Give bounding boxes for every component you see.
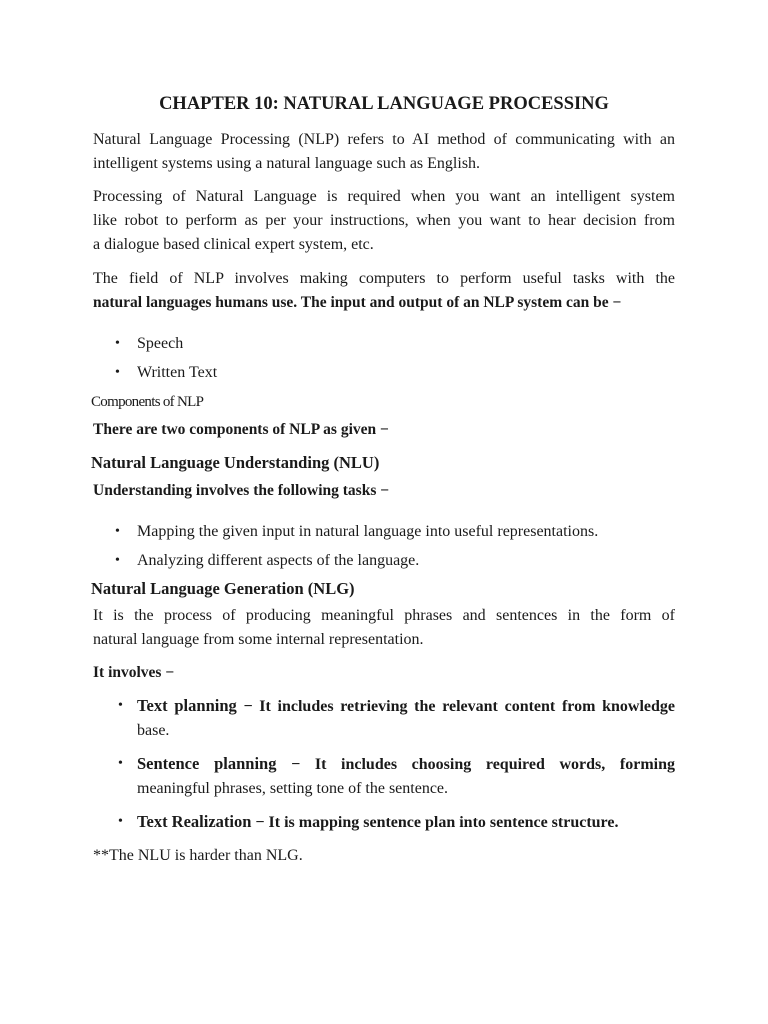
list-item bbox=[118, 694, 676, 743]
list-item-text: Mapping the given input in natural language into useful representations. bbox=[137, 523, 599, 540]
step-description: − It is mapping sentence plan into sentence structure. bbox=[255, 814, 619, 831]
bullet-icon: • bbox=[115, 365, 120, 380]
components-intro bbox=[93, 418, 675, 442]
components-intro-text: There are two components of NLP as given − bbox=[93, 421, 389, 438]
step-description: − It includes choosing required words, forming bbox=[291, 756, 675, 773]
nlg-involves-text: It involves − bbox=[93, 664, 175, 681]
list-item bbox=[118, 810, 675, 835]
field-line: The field of NLP involves making computers to perform useful tasks with the bbox=[93, 270, 675, 287]
step-term: Text planning bbox=[137, 696, 237, 715]
list-item bbox=[115, 549, 598, 573]
nlu-intro-text: Understanding involves the following tasks − bbox=[93, 482, 390, 499]
intro-line: intelligent systems using a natural language such as English. bbox=[93, 155, 481, 172]
bullet-icon: • bbox=[115, 336, 120, 351]
components-heading: Components of NLP bbox=[91, 394, 204, 410]
nlu-heading: Natural Language Understanding (NLU) bbox=[91, 453, 380, 472]
bullet-icon: • bbox=[115, 524, 120, 539]
intro-paragraph bbox=[93, 128, 675, 176]
nlg-line: It is the process of producing meaningful phrases and sentences in the form of bbox=[93, 607, 675, 624]
bullet-icon: • bbox=[118, 814, 123, 829]
processing-paragraph bbox=[93, 185, 675, 257]
list-item-text: Analyzing different aspects of the language. bbox=[137, 552, 420, 569]
io-list bbox=[115, 332, 218, 385]
field-paragraph bbox=[93, 267, 675, 315]
bullet-icon: • bbox=[118, 756, 123, 771]
list-item bbox=[118, 752, 675, 801]
list-item bbox=[115, 361, 218, 385]
step-continuation: base. bbox=[137, 722, 170, 739]
processing-line: a dialogue based clinical expert system, etc. bbox=[93, 236, 374, 253]
field-line: natural languages humans use. The input and output of an NLP system can be − bbox=[93, 294, 622, 311]
list-item-text: Speech bbox=[137, 335, 184, 352]
processing-line: Processing of Natural Language is required when you want an intelligent system bbox=[93, 188, 675, 205]
intro-line: Natural Language Processing (NLP) refers to AI method of communicating with an bbox=[93, 131, 675, 148]
bullet-icon: • bbox=[115, 553, 120, 568]
list-item bbox=[115, 332, 217, 361]
nlu-intro bbox=[93, 479, 675, 503]
list-item bbox=[115, 520, 599, 549]
nlg-paragraph bbox=[93, 604, 675, 652]
nlu-task-list bbox=[115, 520, 599, 573]
bullet-icon: • bbox=[118, 698, 123, 713]
step-term: Text Realization bbox=[137, 812, 252, 831]
footnote: **The NLU is harder than NLG. bbox=[93, 847, 303, 864]
step-description: − It includes retrieving the relevant content from knowledge bbox=[243, 698, 676, 715]
nlg-involves bbox=[93, 661, 675, 685]
nlg-heading: Natural Language Generation (NLG) bbox=[91, 579, 355, 598]
step-term: Sentence planning bbox=[137, 754, 277, 773]
nlg-line: natural language from some internal representation. bbox=[93, 631, 424, 648]
chapter-title: CHAPTER 10: NATURAL LANGUAGE PROCESSING bbox=[159, 94, 609, 114]
processing-line: like robot to perform as per your instructions, when you want to hear decision from bbox=[93, 212, 675, 229]
list-item-text: Written Text bbox=[137, 364, 218, 381]
step-continuation: meaningful phrases, setting tone of the sentence. bbox=[137, 780, 449, 797]
